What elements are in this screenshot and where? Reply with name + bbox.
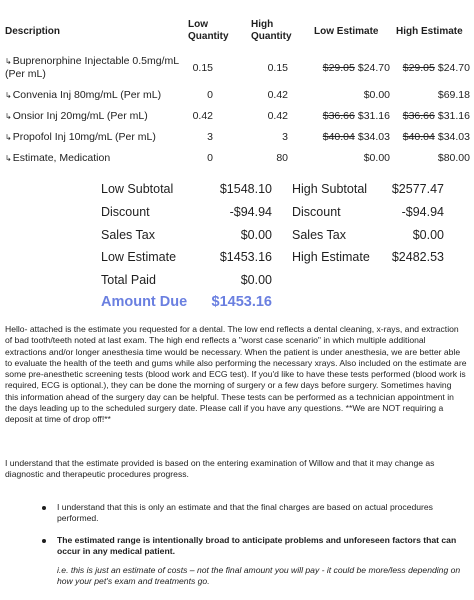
header-high-quantity-line1: High	[251, 19, 274, 30]
discount-value-right: -$94.94	[401, 205, 444, 219]
low-subtotal-label: Low Subtotal	[101, 182, 174, 196]
discount-label-left: Discount	[101, 205, 150, 219]
original-price: $36.66	[322, 110, 355, 122]
table-row	[0, 86, 474, 107]
row-high-qty: 0.42	[267, 89, 288, 101]
total-paid-label: Total Paid	[101, 273, 156, 287]
italic-disclaimer: i.e. this is just an estimate of costs – not the final amount you will pay - it could be more/less depending on how your pet's exam and treatments go.	[57, 565, 461, 587]
row-description-text: Estimate, Medication	[12, 152, 111, 164]
high-estimate-value: $2482.53	[391, 250, 444, 264]
discounted-price: $24.70	[357, 62, 390, 74]
amount-due-value: $1453.16	[211, 294, 272, 310]
discounted-price: $34.03	[437, 131, 470, 143]
row-description	[5, 110, 148, 123]
low-estimate-label: Low Estimate	[101, 250, 177, 264]
row-description	[5, 89, 161, 102]
discounted-price: $31.16	[357, 110, 390, 122]
notes-paragraph: Hello- attached is the estimate you requested for a dental. The low end reflects a dental cleaning, x-rays, and extraction of bad tooth/teeth noted at last exam. The high end reflects a "worst case scenario" in which multiple additional extractions and/or longer anesthesia time would be necessary. When the patient is under anesthesia, we are better able to evaluate the health of the teeth and gums while also performing the necessary xrays. Also included on the estimate are some pre-anesthetic screening tests (blood work and ECG test). If you'd like to have these tests performed (blood work is required, ECG is optional.), they can be done the morning of surgery or a few days before surgery. Sometimes having this information ahead of the surgery day can be helpful. These tests can be performed as a technician appointment in the days leading up to the scheduled surgery date. Please call if you have any questions. **We are NOT requiring a deposit at time of drop off!**	[5, 324, 467, 425]
row-description	[5, 131, 156, 144]
row-low-estimate: $0.00	[363, 89, 390, 101]
row-low-qty: 0.42	[192, 110, 213, 122]
list-item-text: The estimated range is intentionally broad to anticipate problems and unforeseen factors that can occur in any medical patient.	[57, 534, 457, 556]
row-high-estimate	[403, 62, 470, 75]
original-price: $29.05	[322, 62, 355, 74]
list-item	[40, 502, 465, 525]
row-description	[5, 152, 110, 165]
row-low-estimate	[323, 131, 390, 144]
header-low-estimate: Low Estimate	[314, 26, 379, 37]
sales-tax-value-left: $0.00	[240, 228, 272, 242]
table-header	[0, 0, 474, 52]
row-high-estimate	[403, 131, 470, 144]
high-estimate-label: High Estimate	[292, 250, 370, 264]
table-row	[0, 107, 474, 128]
list-item	[40, 535, 465, 558]
high-subtotal-value: $2577.47	[391, 182, 444, 196]
table-row	[0, 128, 474, 149]
row-high-estimate: $69.18	[437, 89, 470, 101]
row-description-text: Onsior Inj 20mg/mL (Per mL)	[12, 110, 148, 122]
row-description-text: Convenia Inj 80mg/mL (Per mL)	[12, 89, 162, 101]
row-high-qty: 0.15	[267, 62, 288, 74]
original-price: $40.04	[402, 131, 435, 143]
row-high-estimate: $80.00	[437, 152, 470, 164]
discounted-price: $34.03	[357, 131, 390, 143]
header-low-quantity-line2: Quantity	[188, 31, 229, 42]
row-description-text: Propofol Inj 10mg/mL (Per mL)	[12, 131, 156, 143]
bullet-icon	[42, 506, 46, 510]
discount-label-right: Discount	[292, 205, 341, 219]
acknowledgement-list	[40, 502, 465, 588]
line-items-table	[0, 0, 474, 170]
table-row	[0, 52, 474, 86]
header-high-quantity-line2: Quantity	[251, 31, 292, 42]
row-description	[5, 55, 180, 81]
row-high-qty: 80	[276, 152, 288, 164]
header-description: Description	[5, 26, 61, 37]
discount-value-left: -$94.94	[229, 205, 272, 219]
original-price: $40.04	[322, 131, 355, 143]
amount-due-label: Amount Due	[101, 294, 188, 310]
row-high-estimate	[403, 110, 470, 123]
high-subtotal-label: High Subtotal	[292, 182, 368, 196]
header-high-estimate: High Estimate	[396, 26, 463, 37]
sales-tax-label-right: Sales Tax	[292, 228, 346, 242]
row-low-qty: 0	[207, 152, 213, 164]
low-estimate-value: $1453.16	[219, 250, 272, 264]
row-low-estimate: $0.00	[363, 152, 390, 164]
sub-item-arrow-icon: ↳	[5, 112, 12, 121]
header-high-quantity	[251, 19, 292, 43]
sub-item-arrow-icon: ↳	[5, 91, 12, 100]
total-paid-value: $0.00	[240, 273, 272, 287]
bullet-icon	[42, 539, 46, 543]
row-low-qty: 0	[207, 89, 213, 101]
row-high-qty: 3	[282, 131, 288, 143]
list-item-text: I understand that this is only an estimate and that the final charges are based on actual procedures performed.	[57, 502, 433, 524]
header-low-quantity	[188, 19, 229, 43]
original-price: $36.66	[402, 110, 435, 122]
header-low-quantity-line1: Low	[188, 19, 208, 30]
sales-tax-value-right: $0.00	[412, 228, 444, 242]
sub-item-arrow-icon: ↳	[5, 57, 12, 66]
row-low-qty: 0.15	[192, 62, 213, 74]
sub-item-arrow-icon: ↳	[5, 154, 12, 163]
original-price: $29.05	[402, 62, 435, 74]
acknowledgement-paragraph: I understand that the estimate provided is based on the entering examination of Willow and that it may change as diagnostic and therapeutic procedures progress.	[5, 458, 435, 480]
table-row	[0, 149, 474, 170]
estimate-notes	[5, 324, 467, 426]
row-low-estimate	[323, 62, 390, 75]
row-low-qty: 3	[207, 131, 213, 143]
sub-item-arrow-icon: ↳	[5, 133, 12, 142]
row-low-estimate	[323, 110, 390, 123]
row-high-qty: 0.42	[267, 110, 288, 122]
discounted-price: $24.70	[437, 62, 470, 74]
sales-tax-label-left: Sales Tax	[101, 228, 155, 242]
low-subtotal-value: $1548.10	[219, 182, 272, 196]
totals-section	[0, 180, 474, 320]
row-description-text: Buprenorphine Injectable 0.5mg/mL (Per mL)	[5, 55, 179, 80]
discounted-price: $31.16	[437, 110, 470, 122]
